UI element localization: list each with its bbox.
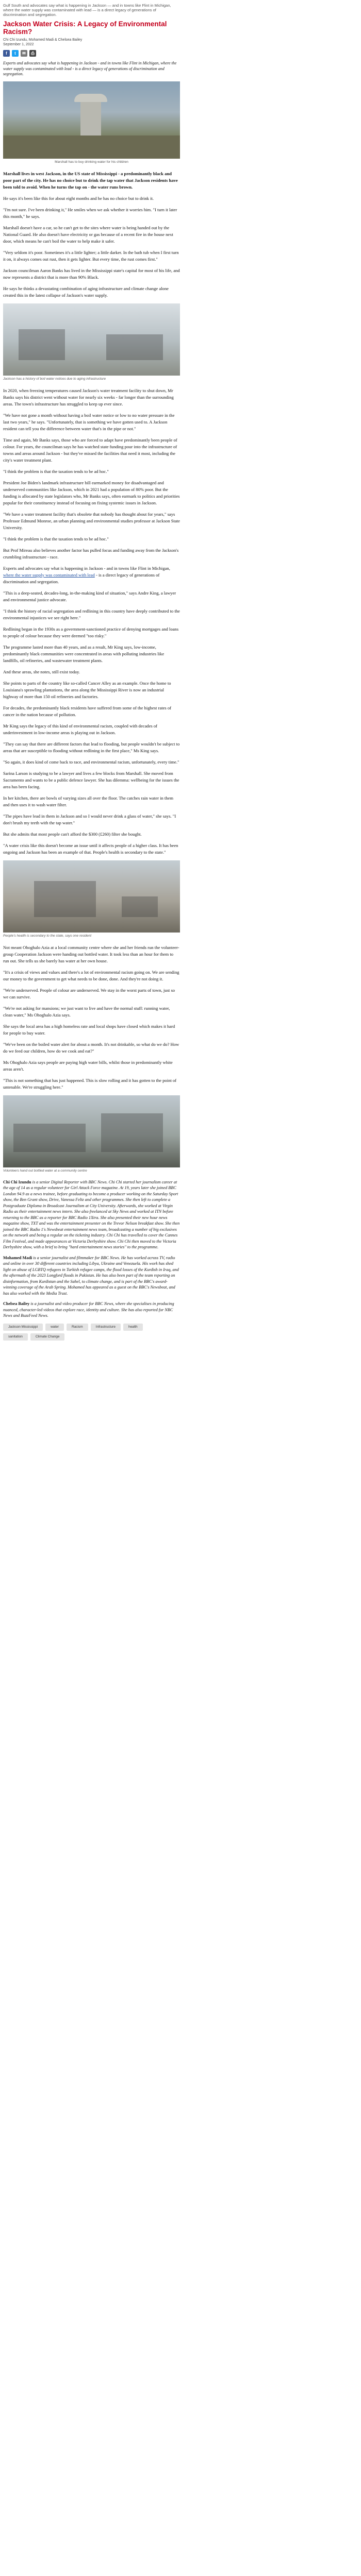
paragraph: But she admits that most people can't afford the $300 (£260) filter she bought. [3,831,142,837]
inline-caption-2: People's health is secondary to the state, says one resident [3,934,92,938]
author-bio [3,1255,180,1297]
tag[interactable]: sanitation [3,1333,28,1341]
paragraph: "I think the problem is that the taxation tends to be ad hoc." [3,468,109,474]
publish-date: September 1, 2022 [3,43,34,46]
email-share-icon[interactable]: ✉ [21,50,27,57]
bio-text: is a journalist and video producer for BBC News, where she specialises in producing nuanced, character-led videos that explore race, identity and culture. She has also reported for NBC News and BuzzFeed News. [3,1301,174,1318]
paragraph: She points to parts of the country like so-called Cancer Alley as an example. Once the home to Louisiana's sprawling plantations, the area along the Mississippi River is now an industrial highway of more than 150 oil refineries and factories. [3,680,171,699]
paragraph: "It's a crisis of views and values and there's a lot of environmental racism going on. We are sending our money to the government to get what needs to be done, done. And they're not doing it. [3,969,179,981]
bio-text: is a senior journalist and filmmaker for BBC News. He has worked across TV, radio and online in over 30 different countries including Libya, Ukraine and Venezuela. His work has shed light on abuse of LGBTQ refugees in Turkish refugee camps, the flood losses of the Kurdish in Iraq, and the aftermath of the 2023 Longford floods in Pakistan. He has also been part of the team reporting on disinformation, from Kurdistan and the Sahel, to climate change, and is part of the BBC's award-winning coverage of the Arab Spring. Mohamed has appeared as a guest on the BBC's Newsbeat, and has also worked with the Media Trust. [3,1255,179,1296]
bio-name: Chelsea Bailey [3,1301,30,1306]
inline-image-2 [3,860,180,933]
tag[interactable]: Infrastructure [91,1324,121,1331]
paragraph: Not meant Ohoghalo Azia at a local community centre where she and her friends run the volunteer-group Cooperation Jackson were handing out bottled water. It took less than an hour for them to run out. She tells us she barely has water at her own house. [3,944,179,963]
byline [3,38,180,47]
paragraph: Marshall doesn't have a car, so he can't get to the sites where water is being handed out by the National Guard. He also doesn't have electricity or gas because of a recent fire in the house next door, which means he can't boil the water to help make it safer. [3,225,173,244]
paragraph: He says he thinks a devastating combination of aging infrastructure and climate change alone created this in the latest collapse of Jackson's water supply. [3,285,169,298]
bio-name: Chi Chi Izundu [3,1179,31,1184]
paragraph: Mr King says the legacy of this kind of environmental racism, coupled with decades of underinvestment in low-income areas is playing out in Jackson. [3,723,158,735]
paragraph-with-link: Experts and advocates say what is happening in Jackson - and in towns like Flint in Michigan, where the water supply was contaminated with lead - is a direct legacy of generations of discrimination and segregation. [3,565,170,584]
tag[interactable]: Climate Change [30,1333,65,1341]
article-title[interactable]: Jackson Water Crisis: A Legacy of Environmental Racism? [3,20,167,36]
paragraph: "Very seldom it's poor. Sometimes it's a little lighter; a little darker. In the bath tub when I first turn it on, it always comes out rust, then it gets lighter. But every time, the rust comes first." [3,249,179,262]
paragraph: "I think the history of racial segregation and redlining in this country have deeply contributed to the environmental injustices we see right here." [3,608,180,620]
article-intro: Experts and advocates say what is happening in Jackson - and in towns like Flint in Michigan, where the water supply was contaminated with lead - is a direct legacy of generations of discrimination and segregation. [3,61,177,76]
paragraph: "So again, it does kind of come back to race, and environmental racism, unfortunately, every time." [3,759,179,765]
paragraph: "We're not asking for mansions; we just want to live and have the normal stuff: running water, clean water," Ms Ohoghalo Azia says. [3,1005,170,1018]
paragraph: And these areas, she notes, still exist today. [3,669,80,674]
inline-figure-1 [3,303,180,381]
paragraph: "I think the problem is that the taxation tends to be ad hoc." [3,536,109,541]
paragraph: "They can say that there are different factors that lead to flooding, but people wouldn't be subject to areas that are susceptible to flooding without redlining in the first place," Ms King says. [3,741,180,753]
tag[interactable]: health [123,1324,143,1331]
author-bio [3,1179,180,1250]
paragraph: She says the local area has a high homeless rate and local shops have closed which makes it hard for people to buy water. [3,1023,175,1036]
paragraph: "We have a water treatment facility that's obsolete that nobody has thought about for years," says Professor Edmund Monroe, an urban planning and environmental studies professor at Jackson State University. [3,511,180,530]
paragraph: "We have not gone a month without having a boil water notice or low to no water pressure in the last two years," he says. "Unfortunately, that is something we have gotten used to. A Jackson resident can tell you the difference between water that's in the pipe or not." [3,412,175,431]
lead-image [3,81,180,159]
author-bio [3,1301,180,1319]
paragraph: Redlining began in the 1930s as a government-sanctioned practice of denying mortgages and loans to people of colour because they were deemed "too risky." [3,626,179,638]
bio-text: is a senior Digital Reporter with BBC News. Chi Chi started her journalism career at the age of 14 as a regular volunteer for Girl Attack Force magazine. At 19, years later she joined BBC London 94.9 as a news trainee, before graduating to become a producer working on the Saturday Sport show, the Ben Grant show, Drive, Vanessa Feltz and other programmes. She then left to complete a Postgraduate Diploma in Broadcast Journalism at City University. Afterwards, she worked at Virgin Radio as their entertainment news intern. She also freelanced at Sky News and worked at ITN before returning to the BBC as a reporter for BBC Radio 1Xtra. She also presented their new hour news magazine show, TXT and was the entertainment presenter on the Trevor Nelson breakfast show. She then joined the BBC Radio 1's Newsbeat entertainment news team, broadcasting a number of big exclusives on the network and being a regular on the ticketing industry. Chi Chi has travelled to cover the Cannes Film Festival, and made appearances at Victoria Derbyshire show. Chi Chi then moved to the Victoria Derbyshire show, with a brief to bring "hard entertainment news stories" to the programme. [3,1179,180,1249]
paragraph: "We're underserved. People of colour are underserved. We stay in the worst parts of town, just so we can survive. [3,987,175,999]
paragraph: "This is not something that has just happened. This is slow rolling and it has gotten to the point of untenable. We're struggling here." [3,1077,177,1090]
twitter-share-icon[interactable]: t [12,50,19,57]
paragraph: In 2020, when freezing temperatures caused Jackson's water treatment facility to shut down, Mr Banks says his district went without water for nearly six weeks - far longer than the surrounding areas. The town's infrastructure has struggled to keep up ever since. [3,387,174,406]
paragraph: "This is a deep-seated, decades-long, in-the-making kind of situation," says Andre King, a lawyer and environmental justice advocate. [3,590,176,602]
paragraph: Sarina Larson is studying to be a lawyer and lives a few blocks from Marshall. She moved from Sacramento and wants to be a public defence lawyer. She has dilemma: wellbeing for the issues the area has been facing. [3,770,179,789]
paragraph: "The pipes have lead in them in Jackson and so I would never drink a glass of water," she says. "I don't brush my teeth with the tap water." [3,813,176,825]
print-icon[interactable]: ⎙ [29,50,36,57]
paragraph: The programme lasted more than 40 years, and as a result, Mr King says, low-income, predominantly black communities were concentrated in areas with polluting industries like landfills, oil refineries, and wastewater treatment plants. [3,644,165,663]
inline-figure-2 [3,860,180,938]
paragraph: Jackson councilman Aaron Banks has lived in the Mississippi state's capital for most of his life, and now represents a district that is more than 90% Black. [3,267,180,280]
paragraph: But Prof Mireau also believes another factor has pulled focus and funding away from the Jackson's crumbling infrastructure - race. [3,547,179,560]
paragraph: President Joe Biden's landmark infrastructure bill earmarked money for disadvantaged and underserved communities like Jackson, which in 2021 had a population of 80% poor. But the funding is allocated by state legislators who, Mr Banks says, often earmark to politics and priorities popular for their constituency instead of focusing on fixing systemic issues in Jackson. [3,480,180,505]
paragraph: For decades, the predominantly black residents have suffered from some of the highest rates of cancer in the nation because of pollution. [3,705,172,717]
flint-lead-link[interactable]: where the water supply was contaminated with lead [3,572,95,578]
paragraph: In her kitchen, there are bowls of varying sizes all over the floor. The catches rain water in them and then uses it to wash water filter. [3,795,174,807]
tag[interactable]: Racism [67,1324,88,1331]
tag-list [3,1324,158,1341]
paragraph: "We've been on the boiled water alert for about a month. It's not drinkable, so what do we do? How do we feed our children, how do we cook and eat?" [3,1041,179,1054]
tag[interactable]: Jackson Mississippi [3,1324,43,1331]
bio-name: Mohamed Madi [3,1255,32,1260]
paragraph: He says it's been like this for about eight months and he has no choice but to drink it. [3,195,154,201]
facebook-share-icon[interactable]: f [3,50,10,57]
inline-image-3 [3,1095,180,1167]
paragraph: "I'm not sure. I've been drinking it," He smiles when we ask whether it worries him. "I turn it later this month," he says. [3,207,177,219]
author-names: Chi Chi Izundu, Mohamed Madi & Chelsea Bailey [3,38,83,42]
inline-figure-3 [3,1095,180,1173]
inline-image-1 [3,303,180,376]
article [3,3,180,1347]
paragraph: Time and again, Mr Banks says, those who are forced to adapt have predominantly been people of colour. For years, the councilman says he has watched state funding pour into the infrastructure of towns and areas around Jackson - but they've missed the facilities that need it most, including the city's water treatment plant. [3,437,177,463]
share-bar [3,50,180,57]
top-note: Gulf South and advocates say what is happening in Jackson — and in towns like Flint in Michigan, where the water supply was contaminated with lead — is a direct legacy of generations of discrimination and segregation. [3,3,171,17]
paragraph: "A water crisis like this doesn't become an issue until it affects people of a higher class. It has been ongoing and Jackson has been an example of that. People's health is secondary to the state." [3,842,178,855]
lead-figure [3,81,180,164]
paragraph: Marshall lives in west Jackson, in the US state of Mississippi - a predominantly black and poor part of the city. He has no choice but to drink the tap water that Jackson residents have been told to avoid. When he turns the tap on - the water runs brown. [3,171,178,190]
lead-caption: Marshall has to buy drinking water for his children [55,160,128,164]
inline-caption-3: Volunteers hand out bottled water at a community centre [3,1168,87,1173]
tag[interactable]: water [45,1324,64,1331]
inline-caption-1: Jackson has a history of boil water notices due to aging infrastructure [3,377,106,381]
paragraph: Ms Ohoghalo Azia says people are paying high water bills, whilst those in predominantly white areas aren't. [3,1059,173,1072]
